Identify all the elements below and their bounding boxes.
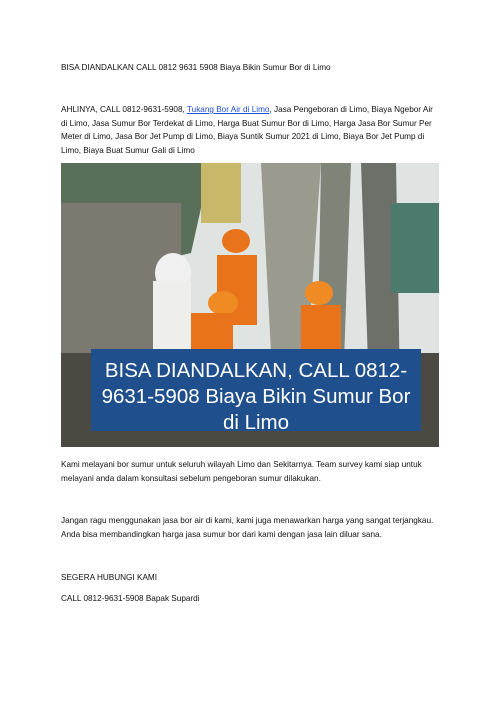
photo-banner-caption: BISA DIANDALKAN, CALL 0812-9631-5908 Biaya Bikin Sumur Bor di Limo	[91, 349, 421, 431]
intro-prefix: AHLINYA, CALL 0812-9631-5908,	[61, 105, 187, 114]
document-title: BISA DIANDALKAN CALL 0812 9631 5908 Biaya Bikin Sumur Bor di Limo	[61, 63, 331, 72]
intro-paragraph	[61, 103, 441, 157]
intro-suffix: , Jasa Pengeboran di Limo, Biaya Ngebor Air di Limo, Jasa Sumur Bor Terdekat di Limo, Harga Buat Sumur Bor di Limo, Harga Jasa Bor Sumur Per Meter di Limo, Jasa Bor Jet Pump di Limo, Biaya Suntik Sumur 2021 di Limo, Biaya Bor Jet Pump di Limo, Biaya Buat Sumur Gali di Limo	[61, 105, 433, 155]
contact-phone: CALL 0812-9631-5908 Bapak Supardi	[61, 594, 200, 603]
intro-link[interactable]: Tukang Bor Air di Limo	[186, 105, 270, 114]
drilling-photo	[61, 163, 439, 447]
price-paragraph: Jangan ragu menggunakan jasa bor air di kami, kami juga menawarkan harga yang sangat terjangkau. Anda bisa membandingkan harga jasa sumur bor dari kami dengan jasa lain diluar sana.	[61, 516, 434, 539]
contact-heading: SEGERA HUBUNGI KAMI	[61, 573, 157, 582]
service-paragraph: Kami melayani bor sumur untuk seluruh wilayah Limo dan Sekitarnya. Team survey kami siap untuk melayani anda dalam konsultasi sebelum pengeboran sumur dilakukan.	[61, 460, 422, 483]
